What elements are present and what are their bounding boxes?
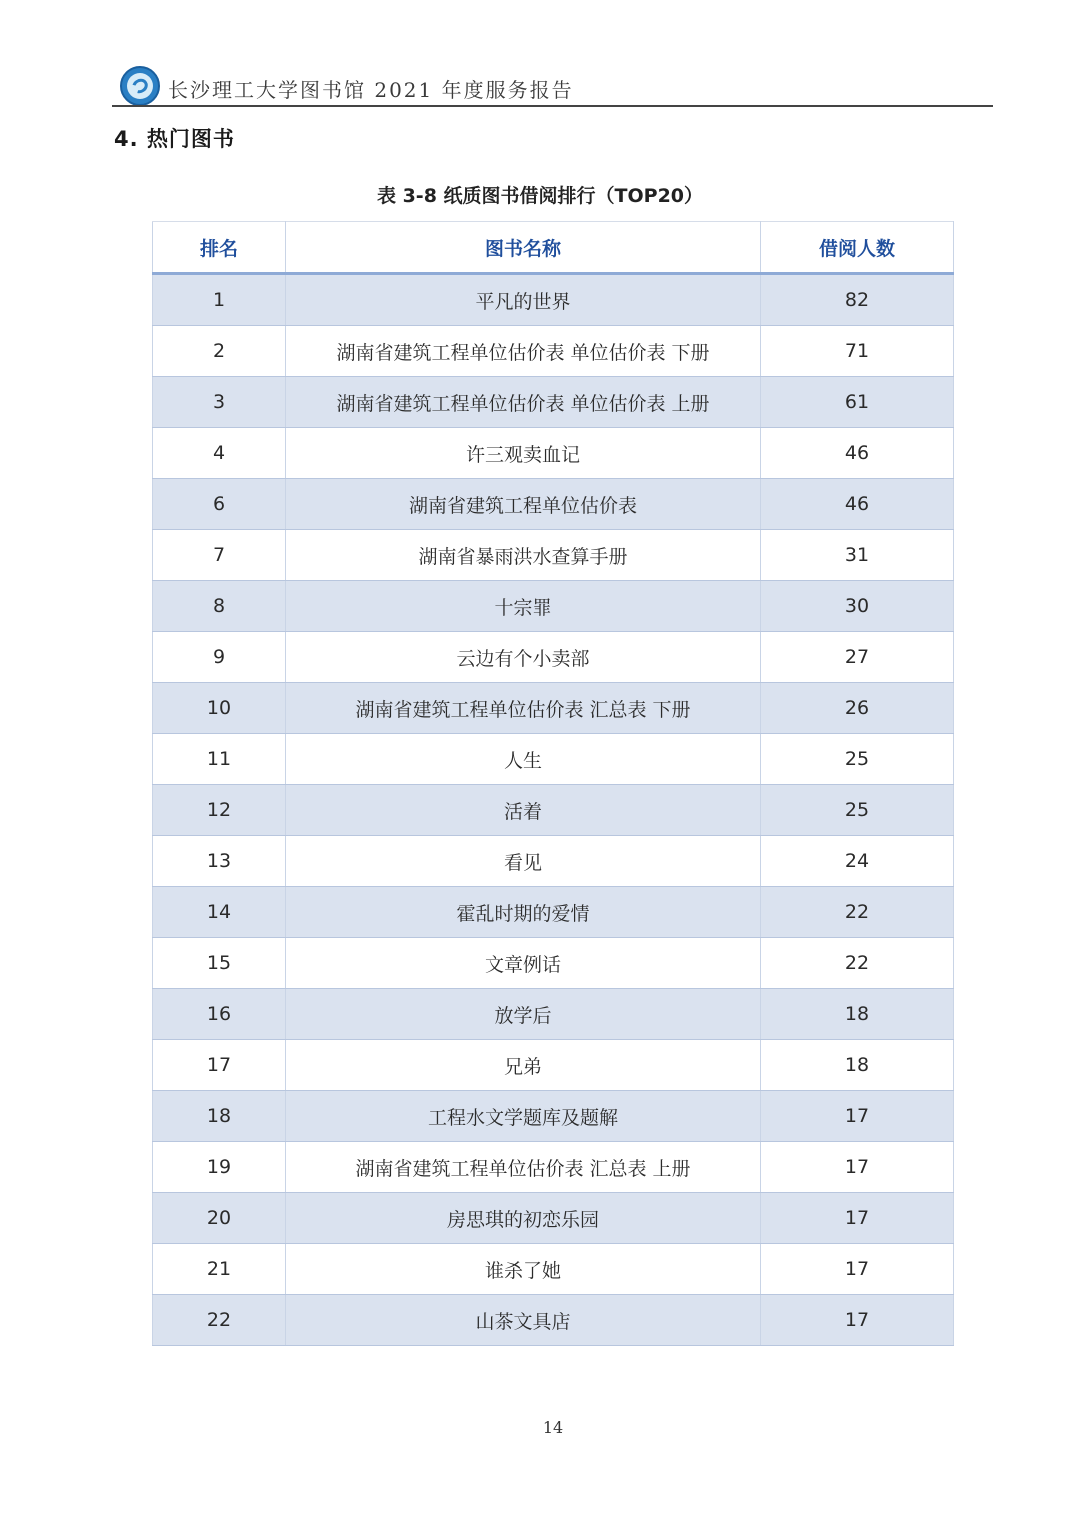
report-header — [112, 62, 993, 106]
borrow-count-cell: 26 — [761, 683, 954, 734]
column-header-title: 图书名称 — [286, 222, 761, 274]
book-title-cell: 房思琪的初恋乐园 — [286, 1193, 761, 1244]
rank-cell: 20 — [153, 1193, 286, 1244]
book-title-cell: 兄弟 — [286, 1040, 761, 1091]
book-title-cell: 看见 — [286, 836, 761, 887]
rank-cell: 12 — [153, 785, 286, 836]
rank-cell: 4 — [153, 428, 286, 479]
book-title-cell: 湖南省建筑工程单位估价表 — [286, 479, 761, 530]
table-row — [153, 1193, 954, 1244]
table-row — [153, 1295, 954, 1346]
book-title-cell: 湖南省建筑工程单位估价表 单位估价表 上册 — [286, 377, 761, 428]
book-title-cell: 湖南省建筑工程单位估价表 单位估价表 下册 — [286, 326, 761, 377]
table-row — [153, 326, 954, 377]
table-caption: 表 3-8 纸质图书借阅排行（TOP20） — [376, 185, 704, 207]
section-title: 4. 热门图书 — [114, 127, 235, 151]
table-row — [153, 1091, 954, 1142]
rank-cell: 6 — [153, 479, 286, 530]
borrow-count-cell: 17 — [761, 1091, 954, 1142]
rank-cell: 17 — [153, 1040, 286, 1091]
table-row — [153, 530, 954, 581]
rank-cell: 11 — [153, 734, 286, 785]
book-title-cell: 活着 — [286, 785, 761, 836]
borrow-count-cell: 46 — [761, 479, 954, 530]
table-row — [153, 887, 954, 938]
rank-cell: 15 — [153, 938, 286, 989]
rank-cell: 1 — [153, 274, 286, 326]
borrow-count-cell: 24 — [761, 836, 954, 887]
borrow-count-cell: 71 — [761, 326, 954, 377]
report-title: 长沙理工大学图书馆 2021 年度服务报告 — [168, 78, 574, 102]
rank-cell: 2 — [153, 326, 286, 377]
borrow-count-cell: 22 — [761, 887, 954, 938]
rank-cell: 19 — [153, 1142, 286, 1193]
header-divider — [112, 105, 993, 107]
borrow-count-cell: 17 — [761, 1244, 954, 1295]
table-row — [153, 938, 954, 989]
rank-cell: 8 — [153, 581, 286, 632]
book-title-cell: 许三观卖血记 — [286, 428, 761, 479]
borrowing-ranking-table-container — [152, 221, 953, 1346]
borrow-count-cell: 30 — [761, 581, 954, 632]
rank-cell: 10 — [153, 683, 286, 734]
book-title-cell: 放学后 — [286, 989, 761, 1040]
borrow-count-cell: 61 — [761, 377, 954, 428]
table-row — [153, 581, 954, 632]
borrow-count-cell: 17 — [761, 1142, 954, 1193]
borrow-count-cell: 46 — [761, 428, 954, 479]
borrow-count-cell: 25 — [761, 785, 954, 836]
borrow-count-cell: 18 — [761, 989, 954, 1040]
table-row — [153, 1040, 954, 1091]
borrow-count-cell: 25 — [761, 734, 954, 785]
rank-cell: 7 — [153, 530, 286, 581]
table-row — [153, 1142, 954, 1193]
page-number: 14 — [542, 1418, 564, 1437]
book-title-cell: 文章例话 — [286, 938, 761, 989]
book-title-cell: 湖南省暴雨洪水查算手册 — [286, 530, 761, 581]
column-header-rank: 排名 — [153, 222, 286, 274]
table-row — [153, 836, 954, 887]
borrow-count-cell: 27 — [761, 632, 954, 683]
book-title-cell: 十宗罪 — [286, 581, 761, 632]
rank-cell: 14 — [153, 887, 286, 938]
book-title-cell: 湖南省建筑工程单位估价表 汇总表 下册 — [286, 683, 761, 734]
table-row — [153, 274, 954, 326]
column-header-count: 借阅人数 — [761, 222, 954, 274]
table-header-row — [153, 222, 954, 274]
borrow-count-cell: 18 — [761, 1040, 954, 1091]
book-title-cell: 山茶文具店 — [286, 1295, 761, 1346]
borrow-count-cell: 17 — [761, 1295, 954, 1346]
book-title-cell: 谁杀了她 — [286, 1244, 761, 1295]
rank-cell: 13 — [153, 836, 286, 887]
table-row — [153, 683, 954, 734]
rank-cell: 3 — [153, 377, 286, 428]
table-row — [153, 734, 954, 785]
borrow-count-cell: 17 — [761, 1193, 954, 1244]
university-logo-icon — [120, 66, 160, 106]
book-title-cell: 平凡的世界 — [286, 274, 761, 326]
table-row — [153, 428, 954, 479]
book-title-cell: 霍乱时期的爱情 — [286, 887, 761, 938]
table-row — [153, 479, 954, 530]
rank-cell: 18 — [153, 1091, 286, 1142]
rank-cell: 22 — [153, 1295, 286, 1346]
book-title-cell: 工程水文学题库及题解 — [286, 1091, 761, 1142]
borrow-count-cell: 22 — [761, 938, 954, 989]
table-row — [153, 989, 954, 1040]
borrow-count-cell: 31 — [761, 530, 954, 581]
rank-cell: 9 — [153, 632, 286, 683]
rank-cell: 21 — [153, 1244, 286, 1295]
book-title-cell: 人生 — [286, 734, 761, 785]
table-row — [153, 632, 954, 683]
borrowing-ranking-table — [152, 221, 954, 1346]
table-row — [153, 785, 954, 836]
book-title-cell: 湖南省建筑工程单位估价表 汇总表 上册 — [286, 1142, 761, 1193]
table-row — [153, 1244, 954, 1295]
table-row — [153, 377, 954, 428]
table-body — [153, 274, 954, 1346]
book-title-cell: 云边有个小卖部 — [286, 632, 761, 683]
borrow-count-cell: 82 — [761, 274, 954, 326]
rank-cell: 16 — [153, 989, 286, 1040]
